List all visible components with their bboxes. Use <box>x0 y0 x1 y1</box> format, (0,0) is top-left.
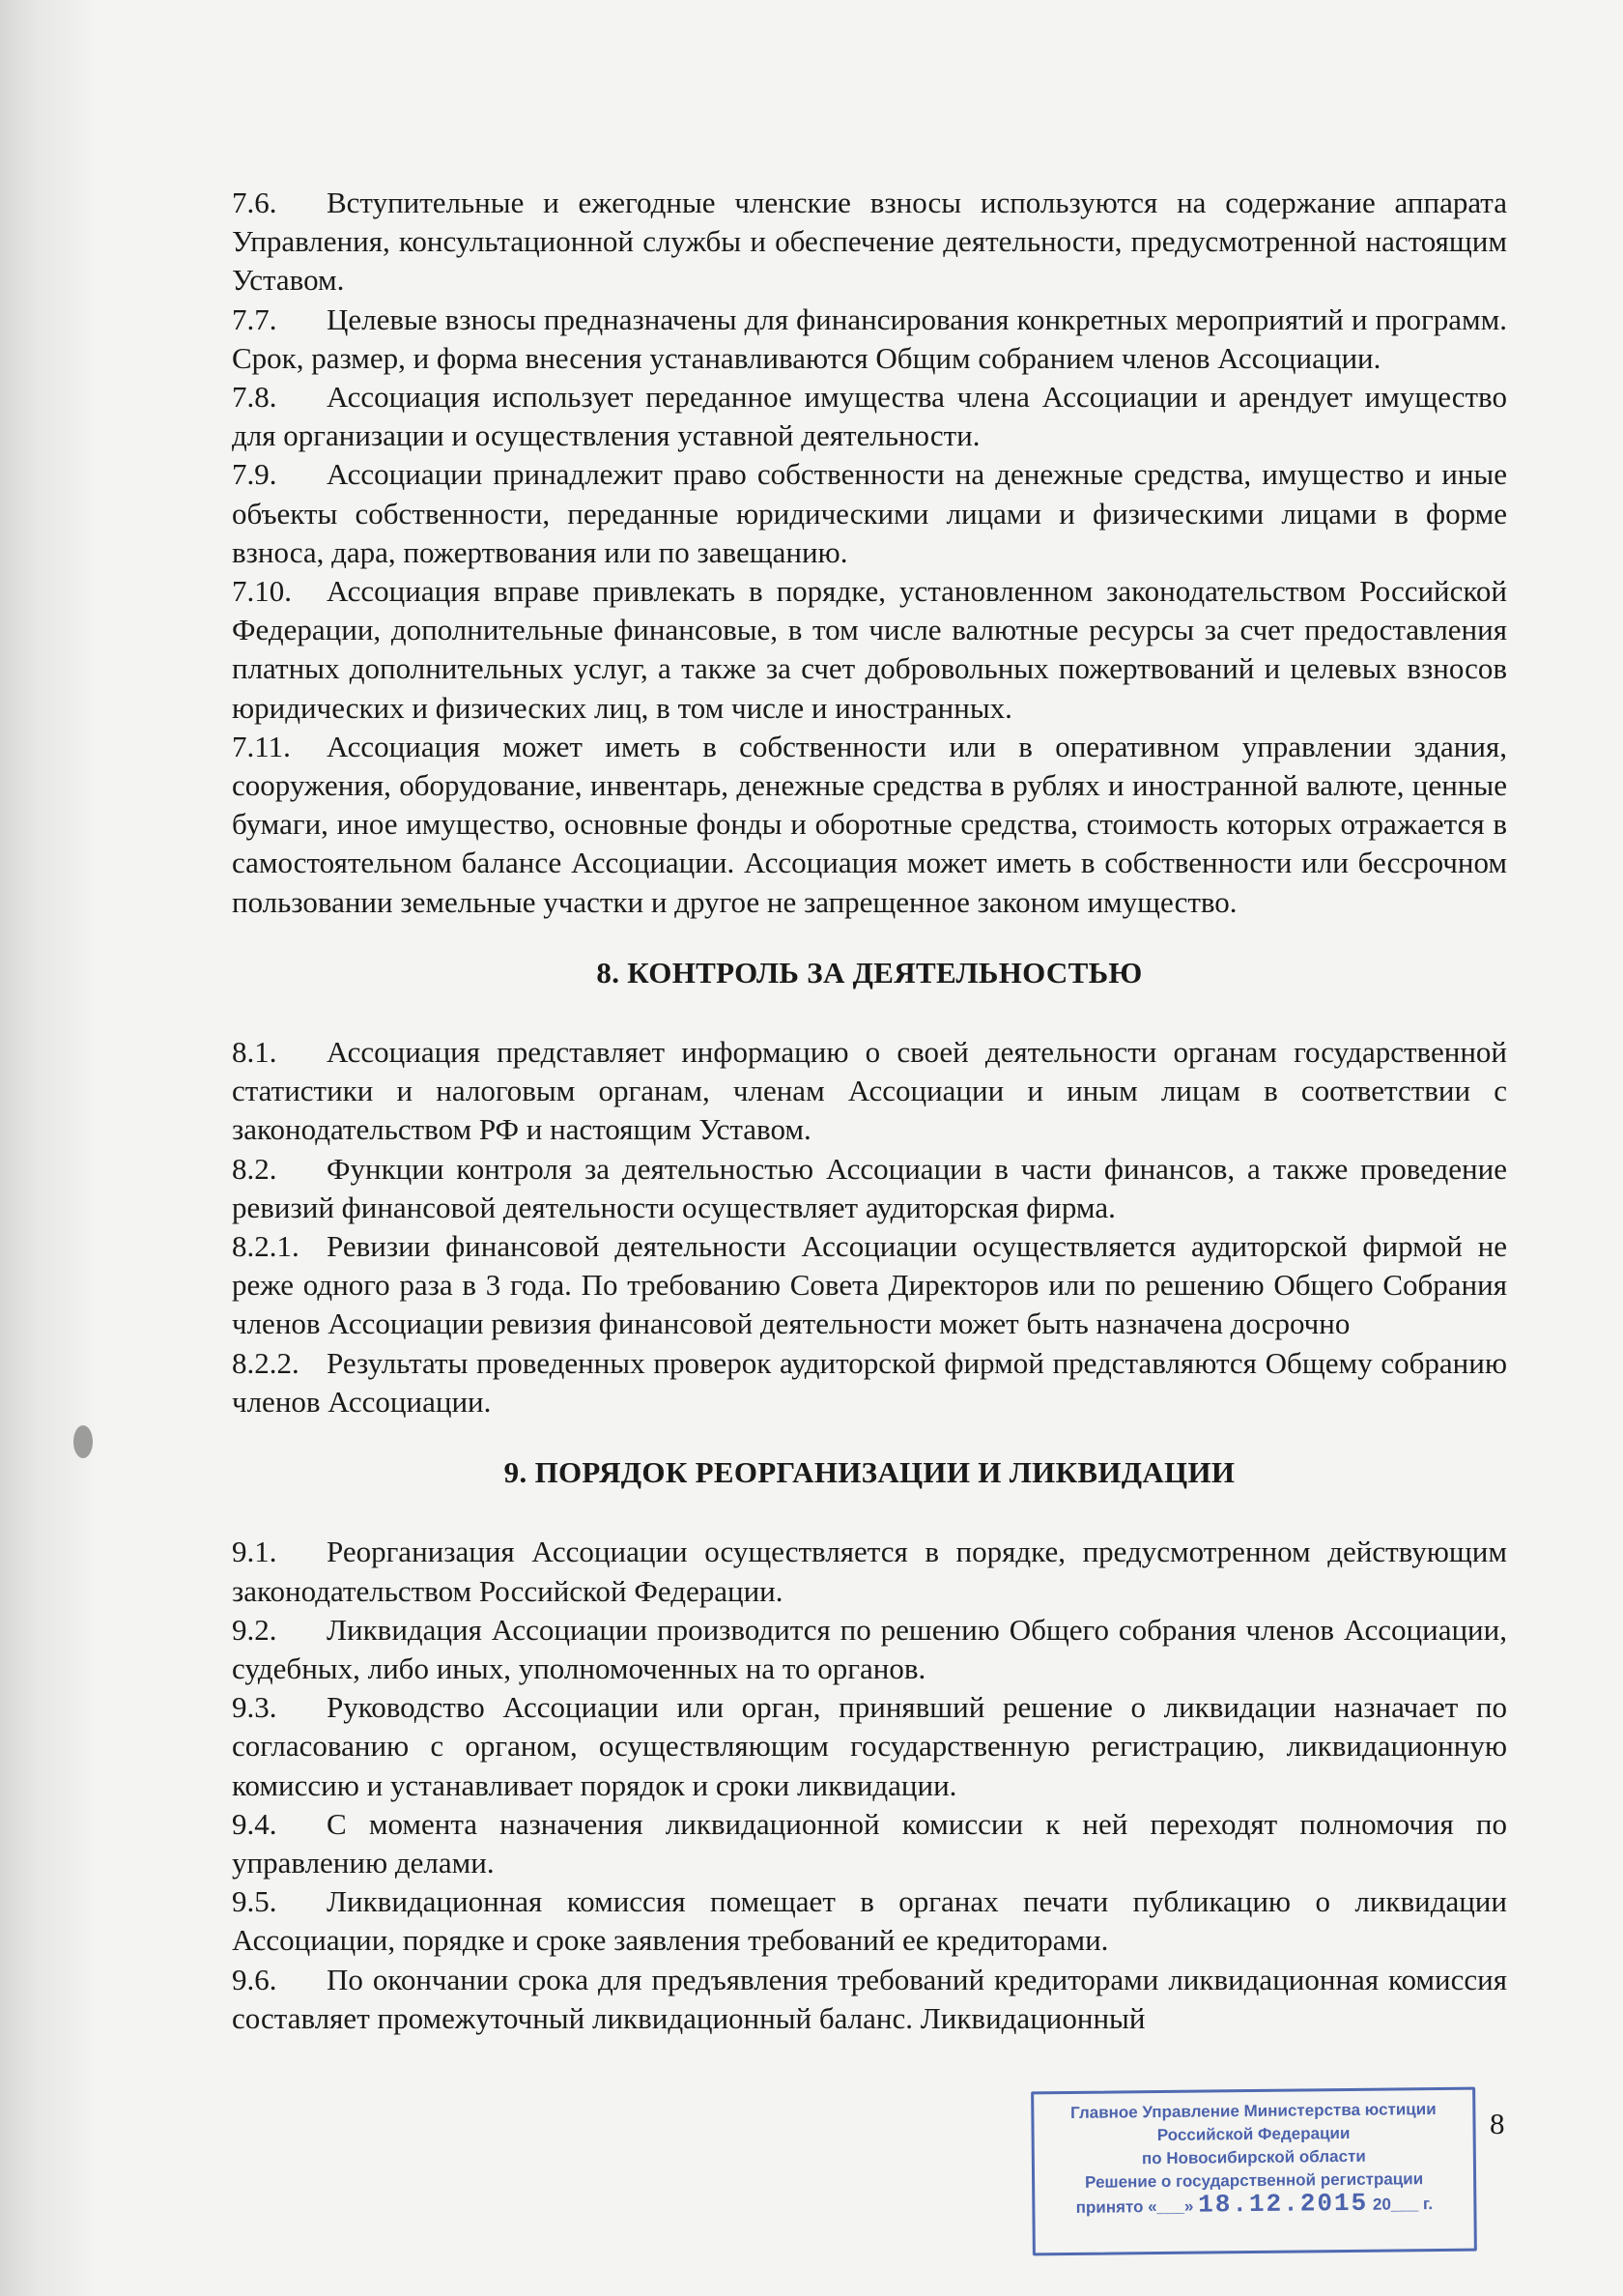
clause-text: Функции контроля за деятельностью Ассоциации в части финансов, а также проведение ревизий финансовой деятельности осуществляет аудиторская фирма. <box>232 1151 1507 1224</box>
clause-number: 9.1. <box>232 1535 277 1569</box>
clause-number: 7.11. <box>232 729 291 763</box>
clause-paragraph <box>232 378 1507 455</box>
clause-number: 7.10. <box>232 574 292 609</box>
document-page <box>232 184 1507 2038</box>
stamp-line-1: Главное Управление Министерства юстиции <box>1069 2100 1437 2122</box>
clause-text: Ассоциация вправе привлекать в порядке, установленном законодательством Российской Федерации, дополнительные финансовые, в том числе валютные ресурсы за счет предоставления платных дополнительных услуг, а также за счет добровольных пожертвований и целевых взносов юридических и физических лиц, в том числе и иностранных. <box>232 574 1507 725</box>
stamp-prefix: принято «___» <box>1075 2196 1194 2217</box>
clause-number: 9.6. <box>232 1962 277 1996</box>
clause-paragraph <box>232 1688 1507 1805</box>
clause-number: 7.6. <box>232 186 277 219</box>
clause-number: 8.1. <box>232 1035 277 1070</box>
clause-paragraph <box>232 1344 1507 1421</box>
clause-paragraph <box>232 1611 1507 1688</box>
clause-text: Результаты проведенных проверок аудиторской фирмой представляются Общему собранию членов Ассоциации. <box>232 1345 1507 1419</box>
clause-text: Ликвидация Ассоциации производится по решению Общего собрания членов Ассоциации, судебных, либо иных, уполномоченных на то органов. <box>232 1612 1507 1685</box>
clause-paragraph <box>232 1227 1507 1344</box>
clause-number: 9.3. <box>232 1690 277 1725</box>
clause-paragraph <box>232 1805 1507 1882</box>
clause-text: Ассоциация использует переданное имущества члена Ассоциации и арендует имущество для организации и осуществления уставной деятельности. <box>232 380 1507 453</box>
section-heading: 8. КОНТРОЛЬ ЗА ДЕЯТЕЛЬНОСТЬЮ <box>596 955 1143 990</box>
clause-text: Ликвидационная комиссия помещает в органах печати публикацию о ликвидации Ассоциации, порядке и сроке заявления требований ее кредиторами. <box>232 1884 1507 1958</box>
stamp-line-2: Российской Федерации <box>1156 2123 1351 2145</box>
clause-paragraph <box>232 301 1507 378</box>
clause-text: Ассоциация может иметь в собственности или в оперативном управлении здания, сооружения, оборудование, инвентарь, денежные средства в рублях и иностранной валюте, ценные бумаги, иное имущество, основные фонды и оборотные средства, стоимость которых отражается в самостоятельном балансе Ассоциации. Ассоциация может иметь в собственности или бессрочном пользовании земельные участки и другое не запрещенное законом имущество. <box>232 729 1507 919</box>
clause-paragraph <box>232 1033 1507 1150</box>
clause-paragraph <box>232 1882 1507 1960</box>
clause-number: 8.2. <box>232 1151 277 1186</box>
stamp-line-3: по Новосибирской области <box>1141 2146 1366 2168</box>
clause-number: 9.2. <box>232 1612 277 1647</box>
clause-text: С момента назначения ликвидационной комиссии к ней переходят полномочия по управлению делами. <box>232 1806 1507 1880</box>
clause-number: 8.2.2. <box>232 1345 299 1380</box>
clause-paragraph <box>232 728 1507 922</box>
clause-paragraph <box>232 1150 1507 1227</box>
scan-shadow <box>0 0 97 2296</box>
stamp-date: 18.12.2015 <box>1198 2188 1369 2220</box>
clause-paragraph <box>232 1961 1507 2038</box>
clause-text: По окончании срока для предъявления требований кредиторами ликвидационная комиссия составляет промежуточный ликвидационный баланс. Ликвидационный <box>232 1962 1507 2035</box>
clause-number: 9.5. <box>232 1884 277 1919</box>
registration-stamp <box>1031 2087 1477 2256</box>
clause-text: Реорганизация Ассоциации осуществляется в порядке, предусмотренном действующим законодательством Российской Федерации. <box>232 1535 1507 1608</box>
stamp-line-5 <box>1035 2188 1473 2221</box>
clause-number: 8.2.1. <box>232 1229 299 1264</box>
stamp-line-4: Решение о государственной регистрации <box>1084 2169 1424 2192</box>
clause-text: Целевые взносы предназначены для финансирования конкретных мероприятий и программ. Срок, размер, и форма внесения устанавливаются Общим собранием членов Ассоциации. <box>232 301 1507 375</box>
clause-paragraph <box>232 455 1507 572</box>
clause-text: Ревизии финансовой деятельности Ассоциации осуществляется аудиторской фирмой не реже одного раза в 3 года. По требованию Совета Директоров или по решению Общего Собрания членов Ассоциации ревизия финансовой деятельности может быть назначена досрочно <box>232 1229 1507 1341</box>
clause-paragraph <box>232 184 1507 301</box>
clause-text: Руководство Ассоциации или орган, принявший решение о ликвидации назначает по согласованию с органом, осуществляющим государственную регистрацию, ликвидационную комиссию и устанавливает порядок и сроки ликвидации. <box>232 1690 1507 1802</box>
clause-paragraph <box>232 572 1507 728</box>
clause-paragraph <box>232 1533 1507 1610</box>
clause-number: 7.7. <box>232 301 277 336</box>
binding-hole <box>73 1425 93 1458</box>
page-number: 8 <box>1490 2107 1505 2140</box>
clause-text: Вступительные и ежегодные членские взносы используются на содержание аппарата Управления, консультационной службы и обеспечение деятельности, предусмотренной настоящим Уставом. <box>232 186 1507 298</box>
clause-number: 7.9. <box>232 457 277 492</box>
clause-number: 9.4. <box>232 1806 277 1841</box>
clause-number: 7.8. <box>232 380 277 415</box>
stamp-suffix: 20___ г. <box>1372 2195 1434 2214</box>
section-heading: 9. ПОРЯДОК РЕОРГАНИЗАЦИИ И ЛИКВИДАЦИИ <box>503 1455 1236 1490</box>
clause-text: Ассоциация представляет информацию о своей деятельности органам государственной статистики и налоговым органам, членам Ассоциации и иным лицам в соответствии с законодательством РФ и настоящим Уставом. <box>232 1035 1507 1147</box>
clause-text: Ассоциации принадлежит право собственности на денежные средства, имущество и иные объекты собственности, переданные юридическими лицами и физическими лицами в форме взноса, дара, пожертвования или по завещанию. <box>232 457 1507 569</box>
